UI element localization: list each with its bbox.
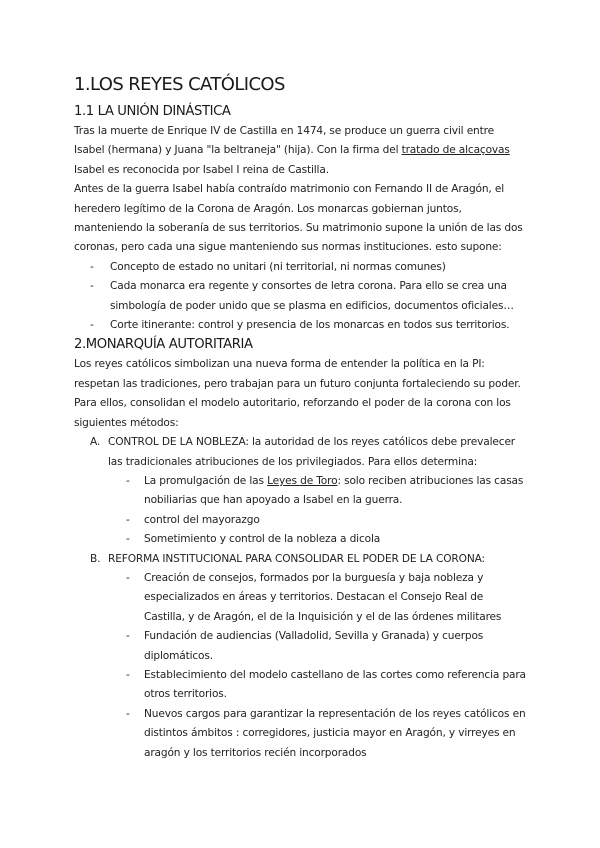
list-item: - Cada monarca era regente y consortes de letra corona. Para ello se crea una simbología de poder unido que se plasma en edificios, documentos oficiales…	[90, 280, 514, 312]
section-1-paragraph-2: Antes de la guerra Isabel había contraído matrimonio con Fernando II de Aragón, el heredero legítimo de la Corona de Aragón. Los monarcas gobiernan juntos, manteniendo la soberanía de sus territorios. Su matrimonio supone la unión de las dos coronas, pero cada una sigue manteniendo sus normas instituciones. esto supone:	[74, 183, 523, 254]
section-2-method-list	[90, 433, 526, 763]
list-item: - Corte itinerante: control y presencia de los monarcas en todos sus territorios.	[90, 319, 510, 332]
list-item: - Concepto de estado no unitari (ni territorial, ni normas comunes)	[90, 260, 446, 273]
list-item: - control del mayorazgo	[126, 513, 260, 526]
list-item: - Sometimiento y control de la nobleza a dicola	[126, 533, 381, 546]
document-content	[74, 72, 526, 763]
method-b-sub-list	[108, 569, 526, 763]
section-2-intro: Los reyes católicos simbolizan una nueva forma de entender la política en la PI: respetan las tradiciones, pero trabajan para un futuro conjunta fortaleciendo su poder. Para ellos, consolidan el modelo autoritario, reforzando el poder de la corona con los siguientes métodos:	[74, 358, 521, 429]
list-item: - Nuevos cargos para garantizar la representación de los reyes católicos en distintos ámbitos : corregidores, justicia mayor en Aragón, y virreyes en aragón y los territorios recién incorporados	[126, 707, 526, 759]
method-a-sub-list	[108, 472, 526, 550]
section-1-heading: 1.1 LA UNIÓN DINÁSTICA	[74, 104, 231, 119]
method-item-a: A. CONTROL DE LA NOBLEZA: la autoridad de los reyes católicos debe prevalecer las tradicionales atribuciones de los privilegiados. Para ellos determina: - La promulgación de las Leyes de Toro: solo reciben atribuciones las casas nobiliarias que han apoyado a Isabel en la guerra. - control del mayorazgo - Sometimiento y control de la nobleza a dicola	[90, 433, 526, 549]
leyes-de-toro-link[interactable]: Leyes de Toro	[267, 474, 338, 487]
list-item: - Establecimiento del modelo castellano de las cortes como referencia para otros territorios.	[126, 668, 526, 701]
list-item: - La promulgación de las Leyes de Toro: solo reciben atribuciones las casas nobiliarias que han apoyado a Isabel en la guerra.	[126, 474, 524, 507]
section-1-bullet-list	[74, 258, 526, 336]
method-item-b: B. REFORMA INSTITUCIONAL PARA CONSOLIDAR EL PODER DE LA CORONA: - Creación de consejos, formados por la burguesía y baja nobleza y especializados en áreas y territorios. Destacan el Consejo Real de Castilla, y de Aragón, el de la Inquisición y el de las órdenes militares - Fundación de audiencias (Valladolid, Sevilla y Granada) y cuerpos diplomáticos. - Establecimiento del modelo castellano de las cortes como referencia para otros territorios. - Nuevos cargos para garantizar la representación de los reyes católicos en distintos ámbitos : corregidores, justicia mayor en Aragón, y virreyes en aragón y los territorios recién incorporados	[90, 550, 526, 763]
section-1-paragraph-1: Tras la muerte de Enrique IV de Castilla en 1474, se produce un guerra civil entre Isabel (hermana) y Juana "la beltraneja" (hija). Con la firma del tratado de alcaçovas Isabel es reconocida por Isabel I reina de Castilla.	[74, 125, 510, 176]
list-item: - Creación de consejos, formados por la burguesía y baja nobleza y especializados en áreas y territorios. Destacan el Consejo Real de Castilla, y de Aragón, el de la Inquisición y el de las órdenes militares	[126, 571, 502, 623]
treaty-link[interactable]: tratado de alcaçovas	[401, 144, 510, 157]
list-item: - Fundación de audiencias (Valladolid, Sevilla y Granada) y cuerpos diplomáticos.	[126, 630, 484, 662]
section-2-heading: 2.MONARQUÍA AUTORITARIA	[74, 337, 253, 353]
document-title: 1.LOS REYES CATÓLICOS	[74, 74, 285, 95]
